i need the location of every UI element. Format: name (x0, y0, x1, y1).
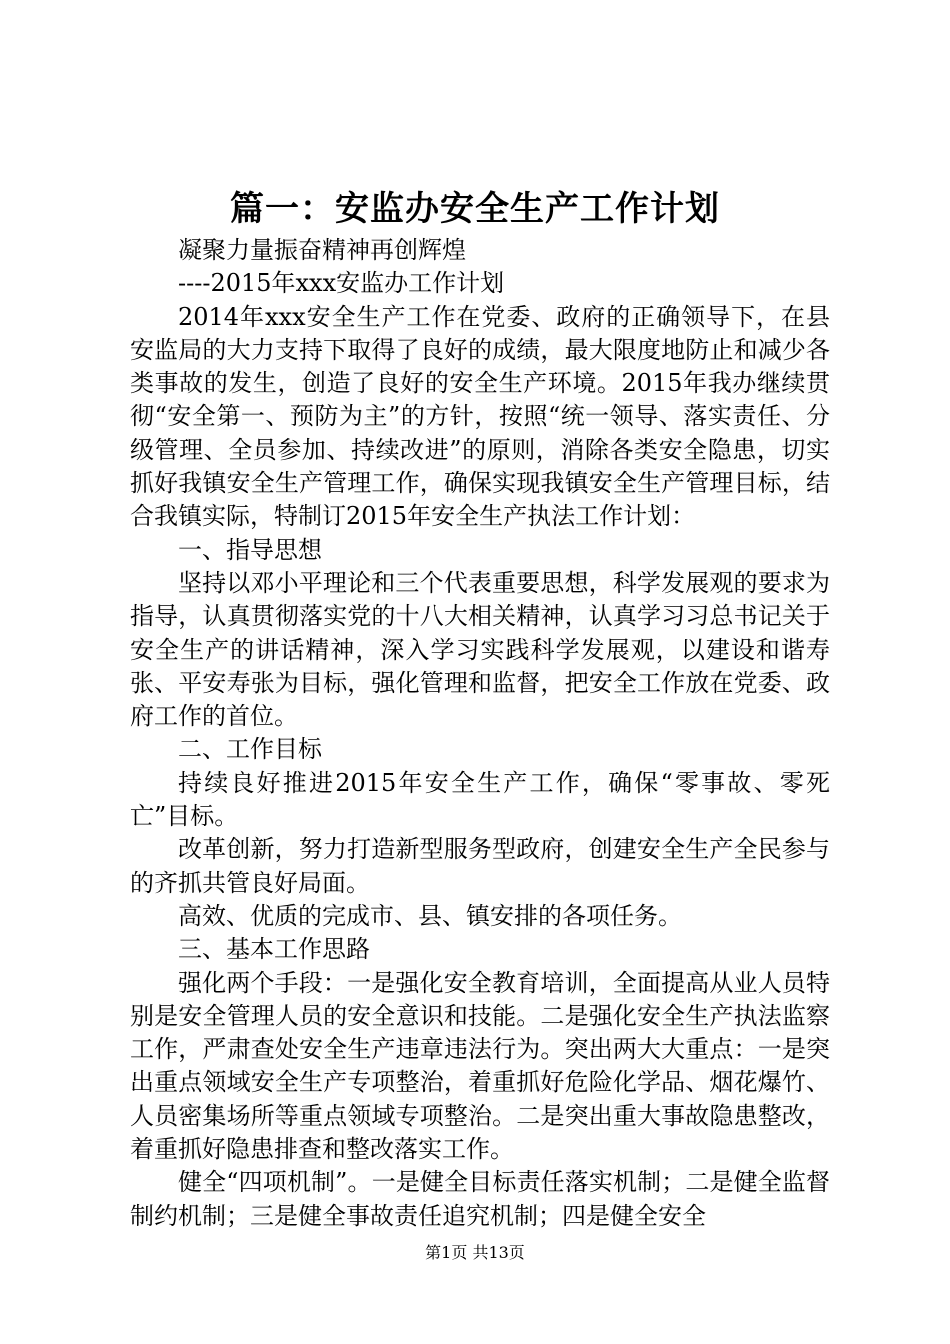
paragraph-basic-ideas: 强化两个手段：一是强化安全教育培训，全面提高从业人员特别是安全管理人员的安全意识和技能。二是强化安全生产执法监察工作，严肃查处安全生产违章违法行为。突出两大大重点：一是突出重点领域安全生产专项整治，着重抓好危险化学品、烟花爆竹、人员密集场所等重点领域专项整治。二是突出重大事故隐患整改，着重抓好隐患排查和整改落实工作。 (130, 968, 830, 1164)
paragraph-guiding-thought: 坚持以邓小平理论和三个代表重要思想，科学发展观的要求为指导，认真贯彻落实党的十八大相关精神，认真学习习总书记关于安全生产的讲话精神，深入学习实践科学发展观，以建设和谐寿张、平安寿张为目标，强化管理和监督，把安全工作放在党委、政府工作的首位。 (130, 568, 830, 731)
section-heading-basic-ideas: 三、基本工作思路 (178, 935, 370, 964)
section-heading-guiding-thought: 一、指导思想 (178, 535, 322, 564)
paragraph-four-mechanisms: 健全“四项机制”。一是健全目标责任落实机制；二是健全监督制约机制；三是健全事故责任追究机制；四是健全安全 (130, 1168, 830, 1230)
paragraph-goal-3: 高效、优质的完成市、县、镇安排的各项任务。 (178, 901, 682, 930)
paragraph-subtitle: 凝聚力量振奋精神再创辉煌 (178, 236, 466, 264)
document-body (130, 234, 830, 1233)
page-footer: 第1页 共13页 (425, 1243, 525, 1262)
paragraph-intro: 2014年xxx安全生产工作在党委、政府的正确领导下，在县安监局的大力支持下取得了良好的成绩，最大限度地防止和减少各类事故的发生，创造了良好的安全生产环境。2015年我办继续贯彻“安全第一、预防为主”的方针，按照“统一领导、落实责任、分级管理、全员参加、持续改进”的原则，消除各类安全隐患，切实抓好我镇安全生产管理工作，确保实现我镇安全生产管理目标，结合我镇实际，特制订2015年安全生产执法工作计划： (130, 302, 830, 531)
paragraph-subtitle-plan: ----2015年xxx安监办工作计划 (178, 269, 505, 298)
section-heading-work-goals: 二、工作目标 (178, 735, 322, 764)
document-title: 篇一：安监办安全生产工作计划 (230, 189, 720, 229)
paragraph-goal-2: 改革创新，努力打造新型服务型政府，创建安全生产全民参与的齐抓共管良好局面。 (130, 835, 830, 897)
paragraph-goal-1: 持续良好推进2015年安全生产工作，确保“零事故、零死亡”目标。 (130, 768, 830, 831)
